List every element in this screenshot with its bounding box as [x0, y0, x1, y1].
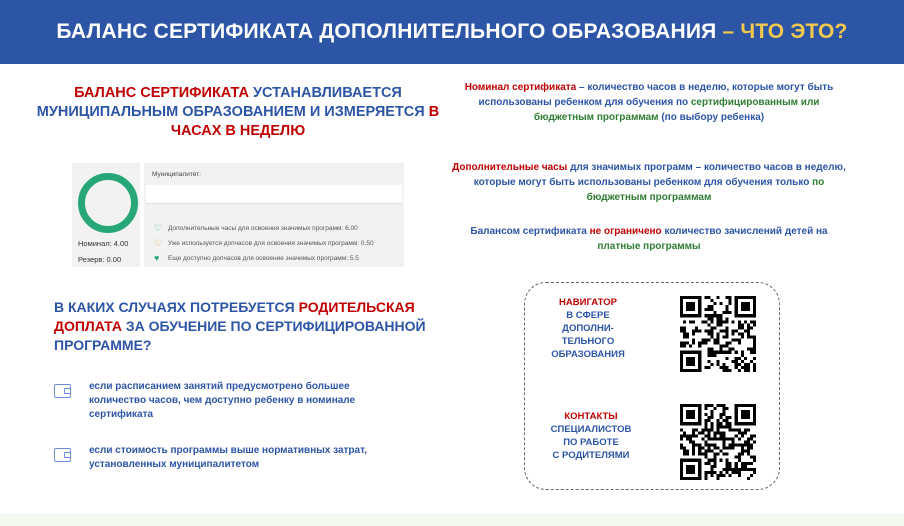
info3-d: платные программы	[597, 241, 701, 252]
info2-c: по бюджетным программам	[586, 177, 825, 203]
intro-heading	[36, 84, 440, 141]
info2-b: для значимых программ – количество часов в неделю, которые могут быть использованы ребенком для обучения только	[473, 162, 846, 188]
contacts-line-2: СПЕЦИАЛИСТОВ	[550, 424, 632, 435]
certificate-widget	[72, 163, 404, 269]
info1-b: – количество часов в неделю, которые могут быть использованы ребенком для обучения по	[478, 82, 834, 108]
navigator-label	[533, 296, 643, 361]
contacts-line-1: КОНТАКТЫ	[564, 411, 618, 422]
heart-filled-icon: ♥	[154, 253, 160, 263]
info1-c: сертифицированным или бюджетным программам	[533, 97, 820, 123]
details-card	[144, 163, 404, 267]
widget-line-1-text: Дополнительные часы для освоения значимых программ: 6.00	[168, 225, 358, 232]
header-accent: – ЧТО ЭТО?	[722, 20, 848, 43]
widget-line-3-text: Еще доступно допчасов для освоение значимых программ: 5.5	[168, 254, 359, 262]
question-heading	[54, 298, 454, 355]
intro-part1: БАЛАНС СЕРТИФИКАТА	[74, 85, 249, 101]
contacts-label	[536, 410, 646, 462]
info3-a: Балансом сертификата	[470, 226, 590, 237]
contacts-qr-code[interactable]	[680, 404, 756, 480]
intro-part2: УСТАНАВЛИВАЕТСЯ МУНИЦИПАЛЬНЫМ ОБРАЗОВАНИЕМ И ИЗМЕРЯЕТСЯ	[36, 85, 429, 120]
contacts-line-4: С РОДИТЕЛЯМИ	[552, 450, 630, 461]
reserve-value: Резерв: 0.00	[78, 255, 122, 264]
bullet-text-1: если расписанием занятий предусмотрено большее количество часов, чем доступно ребенку в номинале сертификата	[89, 381, 356, 420]
widget-line-3	[154, 253, 359, 263]
header-banner	[0, 0, 904, 64]
navigator-line-2: В СФЕРЕ	[566, 310, 610, 321]
list-item	[54, 380, 409, 422]
widget-line-2-text: Уже используется допчасов для освоения значимых программ: 0.50	[168, 240, 374, 247]
info-extra-hours	[452, 160, 846, 205]
navigator-line-5: ОБРАЗОВАНИЯ	[551, 349, 625, 360]
navigator-line-3: ДОПОЛНИ-	[562, 323, 614, 334]
municipality-field	[146, 185, 402, 204]
heart-outline-icon: ♡	[154, 238, 163, 248]
question-part2: РОДИТЕЛЬСКАЯ ДОПЛАТА	[54, 299, 415, 334]
wallet-icon	[54, 384, 71, 398]
info3-b: не ограничено	[589, 226, 662, 237]
balance-card	[72, 163, 140, 267]
question-part3: ЗА ОБУЧЕНИЕ ПО СЕРТИФИЦИРОВАННОЙ ПРОГРАММЕ?	[54, 318, 426, 353]
info3-c: количество зачислений детей на	[661, 226, 828, 237]
heart-outline-icon: ♡	[154, 223, 163, 233]
navigator-qr-code[interactable]	[680, 296, 756, 372]
navigator-line-4: ТЕЛЬНОГО	[561, 336, 615, 347]
info-nominal	[452, 80, 846, 125]
bullet-text-2: если стоимость программы выше нормативных затрат, установленных муниципалитетом	[89, 445, 368, 470]
widget-line-2	[154, 238, 374, 249]
widget-line-1	[154, 223, 358, 234]
bottom-strip	[0, 514, 904, 526]
header-title: БАЛАНС СЕРТИФИКАТА ДОПОЛНИТЕЛЬНОГО ОБРАЗОВАНИЯ	[56, 20, 717, 43]
intro-part3: В ЧАСАХ В НЕДЕЛЮ	[170, 104, 440, 139]
nominal-value: Номинал: 4.00	[78, 239, 129, 248]
contacts-line-3: ПО РАБОТЕ	[563, 437, 619, 448]
wallet-icon	[54, 448, 71, 462]
info2-a: Дополнительные часы	[452, 162, 568, 173]
info1-a: Номинал сертификата	[464, 82, 577, 93]
navigator-line-1: НАВИГАТОР	[559, 297, 617, 308]
info-balance	[452, 224, 846, 254]
info1-d: (по выбору ребенка)	[658, 112, 765, 123]
municipality-label: Муниципалитет:	[152, 171, 201, 178]
question-part1: В КАКИХ СЛУЧАЯХ ПОТРЕБУЕТСЯ	[54, 299, 299, 315]
balance-ring	[78, 173, 138, 233]
list-item	[54, 444, 409, 472]
